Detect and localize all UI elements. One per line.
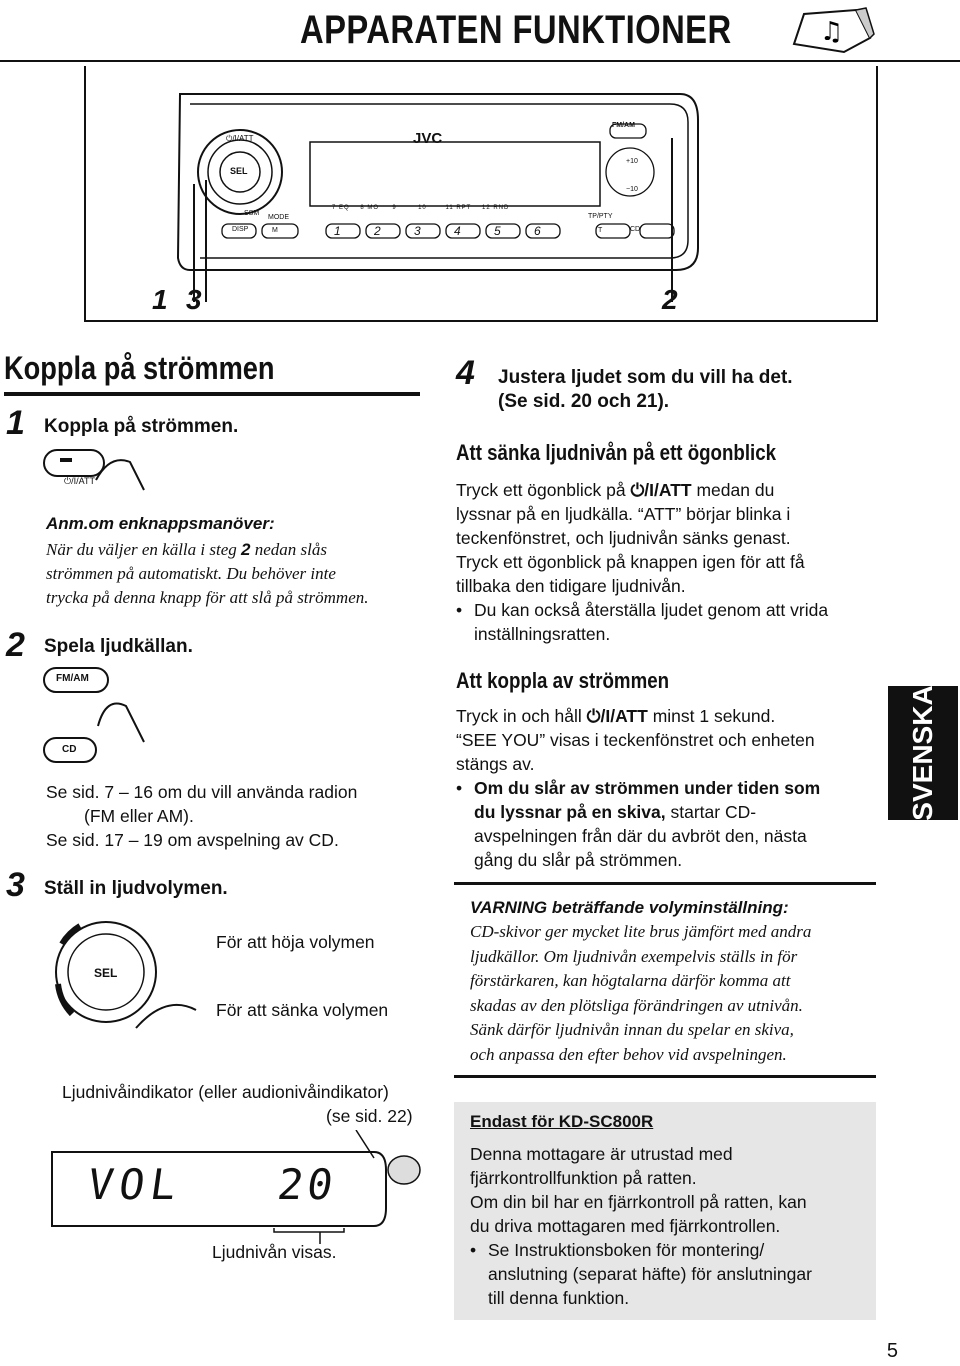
display-vol-value: 20 — [274, 1160, 341, 1209]
ssm-label: SSM — [244, 210, 260, 217]
fmam-button-label: FM/AM — [612, 122, 635, 129]
step-2-text: Se sid. 7 – 16 om du vill använda radion (FM eller AM). Se sid. 17 – 19 om avspelning av CD. — [46, 782, 358, 850]
cd-label: CD — [630, 226, 641, 233]
kd-body: Denna mottagare är utrustad med fjärrkontrollfunktion på ratten. Om din bil har en fjärrkontroll på ratten, kan du driva mottagaren med fjärrkontrollen. • Se Instruktionsboken för montering/ anslutning (separat häfte) för anslutningar till denna funktion. — [470, 1144, 812, 1308]
step-1-button-label: ⏻/I/ATT — [64, 476, 95, 486]
page-number: 5 — [886, 1340, 898, 1362]
off-heading: Att koppla av strömmen — [456, 668, 670, 693]
tppty-label: TP/PTY — [588, 213, 613, 220]
volume-up-label: För att höja volymen — [216, 932, 375, 952]
sel-knob-label: SEL — [230, 166, 248, 176]
m-label: M — [272, 227, 278, 234]
minus10-label: −10 — [626, 186, 638, 193]
brand-logo: JVC — [413, 130, 443, 147]
step-1-number: 1 — [6, 404, 25, 442]
note-text: När du väljer en källa i steg 2 nedan slås strömmen på automatiskt. Du behöver inte trycka på denna knapp för att slå på strömmen. — [46, 540, 369, 607]
volume-knob-illustration — [36, 914, 206, 1036]
step-1-label: Koppla på strömmen. — [44, 416, 239, 437]
section-title: Koppla på strömmen — [4, 350, 275, 386]
stereo-figure — [150, 80, 710, 310]
section-rule — [4, 392, 420, 396]
step-3-number: 3 — [6, 866, 25, 904]
indicator-ref: (se sid. 22) — [326, 1106, 413, 1126]
sel-knob: SEL — [94, 966, 118, 980]
plus10-label: +10 — [626, 158, 638, 165]
power-button-illustration — [40, 446, 150, 502]
indicator-label: Ljudnivåindikator (eller audionivåindikator) — [62, 1082, 389, 1102]
cd-button: CD — [62, 744, 77, 755]
language-tab: SVENSKA — [888, 686, 958, 820]
volume-down-label: För att sänka volymen — [216, 1000, 389, 1020]
warning-text: CD-skivor ger mycket lite brus jämfört med andra ljudkällor. Om ljudnivån exempelvis ställs in för förstärkaren, kan högtalarna därför komma att skadas av den plötsliga förändringen av utnivån. Sänk därför ljudnivån innan du spelar en skiva, och anpassa den efter behov vid avspelningen. — [470, 922, 812, 1064]
display-vol-text: VOL — [84, 1160, 186, 1209]
fmam-button: FM/AM — [56, 673, 89, 684]
callout-3: 3 — [186, 284, 202, 315]
display-caption: Ljudnivån visas. — [212, 1242, 337, 1262]
att-heading: Att sänka ljudnivån på ett ögonblick — [456, 440, 777, 465]
disp-label: DISP — [232, 226, 249, 233]
step-2-label: Spela ljudkällan. — [44, 636, 193, 657]
power-button-label: ⏻/I/ATT — [226, 134, 254, 143]
svg-text:♫: ♫ — [820, 17, 844, 47]
step-2-number: 2 — [6, 626, 25, 664]
step-4-label: Justera ljudet som du vill ha det. (Se sid. 20 och 21). — [498, 367, 793, 412]
display-labels: 7 EQ 8 MO 9 10 11 RPT 12 RND — [332, 205, 510, 211]
callout-2: 2 — [662, 284, 678, 315]
t-label: T — [598, 227, 603, 234]
warning-heading: VARNING beträffande volyminställning: — [470, 898, 789, 917]
music-note-icon — [786, 4, 876, 56]
page-title: APPARATEN FUNKTIONER — [300, 8, 732, 52]
header-rule — [0, 60, 960, 62]
step-3-label: Ställ in ljudvolymen. — [44, 878, 228, 899]
note-heading: Anm.om enknappsmanöver: — [46, 514, 275, 533]
kd-heading: Endast för KD-SC800R — [470, 1112, 654, 1131]
step-4-number: 4 — [456, 354, 475, 392]
att-body: Tryck ett ögonblick på ⏻/I/ATT medan du lyssnar på en ljudkälla. “ATT” börjar blinka i teckenfönstret, och ljudnivån sänks genast. Tryck ett ögonblick på knappen igen för att få tillbaka den tidigare ljudnivån. • Du kan också återställa ljudet genom att vrida inställningsratten. — [456, 480, 829, 644]
mode-label: MODE — [268, 214, 289, 221]
callout-1: 1 — [152, 284, 168, 315]
off-body: Tryck in och håll ⏻/I/ATT minst 1 sekund. “SEE YOU” visas i teckenfönstret och enheten stängs av. • Om du slår av strömmen under tiden som du lyssnar på en skiva, startar CD- avspelningen från där du avbröt den, nästa gång du slår på strömmen. — [456, 706, 821, 870]
